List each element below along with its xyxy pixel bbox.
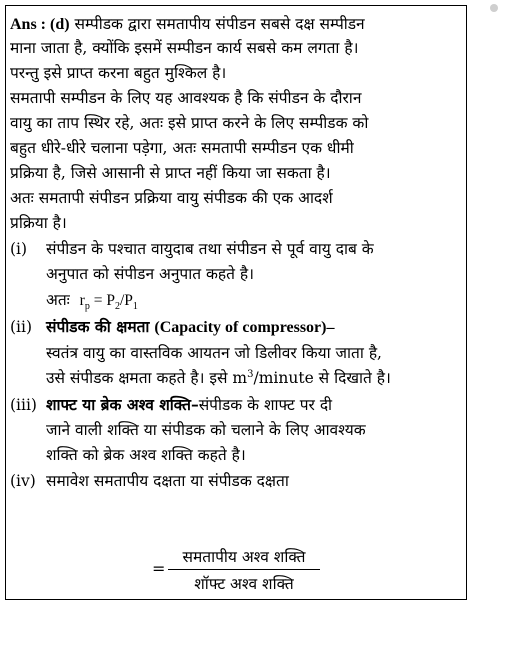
para2-line-2: वायु का ताप स्थिर रहे, अतः इसे प्राप्त करने के लिए सम्पीडक को bbox=[10, 114, 369, 132]
answer-line-1: Ans : (d) सम्पीडक द्वारा समतापीय संपीडन सबसे दक्ष सम्पीडन bbox=[10, 15, 365, 33]
para3-line-2: प्रक्रिया है। bbox=[10, 214, 67, 232]
item-i-line-2: अनुपात को संपीडन अनुपात कहते है। bbox=[46, 265, 255, 283]
scroll-dot-indicator bbox=[490, 4, 498, 12]
item-i-formula: अतः $r_p = P_2/P_1$ bbox=[46, 291, 138, 313]
item-iii-line-2: शक्ति को ब्रेक अश्व शक्ति कहते है। bbox=[46, 446, 246, 464]
fraction-denominator: शॉफ्ट अश्व शक्ति bbox=[194, 575, 294, 593]
item-iii-heading: (iii) शाफ्ट या ब्रेक अश्व शक्ति–संपीडक के शाफ्ट पर दी bbox=[10, 395, 333, 414]
item-ii-heading: (ii) संपीडक की क्षमता (Capacity of compressor)– bbox=[10, 317, 335, 336]
item-i-line-1: (i) संपीडन के पश्चात वायुदाब तथा संपीडन से पूर्व वायु दाब के bbox=[10, 240, 374, 258]
item-ii-number: (ii) bbox=[10, 318, 33, 336]
item-iii-number: (iii) bbox=[10, 396, 37, 414]
answer-label: Ans : (d) bbox=[10, 16, 70, 33]
equals-sign: = bbox=[152, 559, 166, 578]
item-ii-line-2: उसे संपीडक क्षमता कहते है। इसे $m^3$/minute से दिखाते है। bbox=[46, 368, 391, 387]
item-i-number: (i) bbox=[10, 240, 28, 258]
item-iv-number: (iv) bbox=[10, 472, 36, 490]
fraction-bar bbox=[168, 569, 320, 570]
answer-line-2: माना जाता है, क्योंकि इसमें सम्पीडन कार्य सबसे कम लगता है। bbox=[10, 39, 359, 57]
item-ii-line-1: स्वतंत्र वायु का वास्तविक आयतन जो डिलीवर किया जाता है, bbox=[46, 344, 382, 362]
para2-line-3: बहुत धीरे-धीरे चलाना पड़ेगा, अतः समतापी सम्पीडन एक धीमी bbox=[10, 139, 354, 157]
item-iv-line-1: (iv) समावेश समतापीय दक्षता या संपीडक दक्षता bbox=[10, 472, 289, 490]
answer-box bbox=[5, 5, 467, 600]
para2-line-4: प्रक्रिया है, जिसे आसानी से प्राप्त नहीं किया जा सकता है। bbox=[10, 164, 331, 182]
para2-line-1: समतापी सम्पीडन के लिए यह आवश्यक है कि संपीडन के दौरान bbox=[10, 89, 362, 107]
item-iii-line-1: जाने वाली शक्ति या संपीडक को चलाने के लिए आवश्यक bbox=[46, 421, 366, 439]
para3-line-1: अतः समतापी संपीडन प्रक्रिया वायु संपीडक की एक आदर्श bbox=[10, 189, 333, 207]
efficiency-fraction bbox=[152, 545, 322, 597]
answer-line-3: परन्तु इसे प्राप्त करना बहुत मुश्किल है। bbox=[10, 64, 227, 82]
fraction-numerator: समतापीय अश्व शक्ति bbox=[182, 548, 306, 566]
